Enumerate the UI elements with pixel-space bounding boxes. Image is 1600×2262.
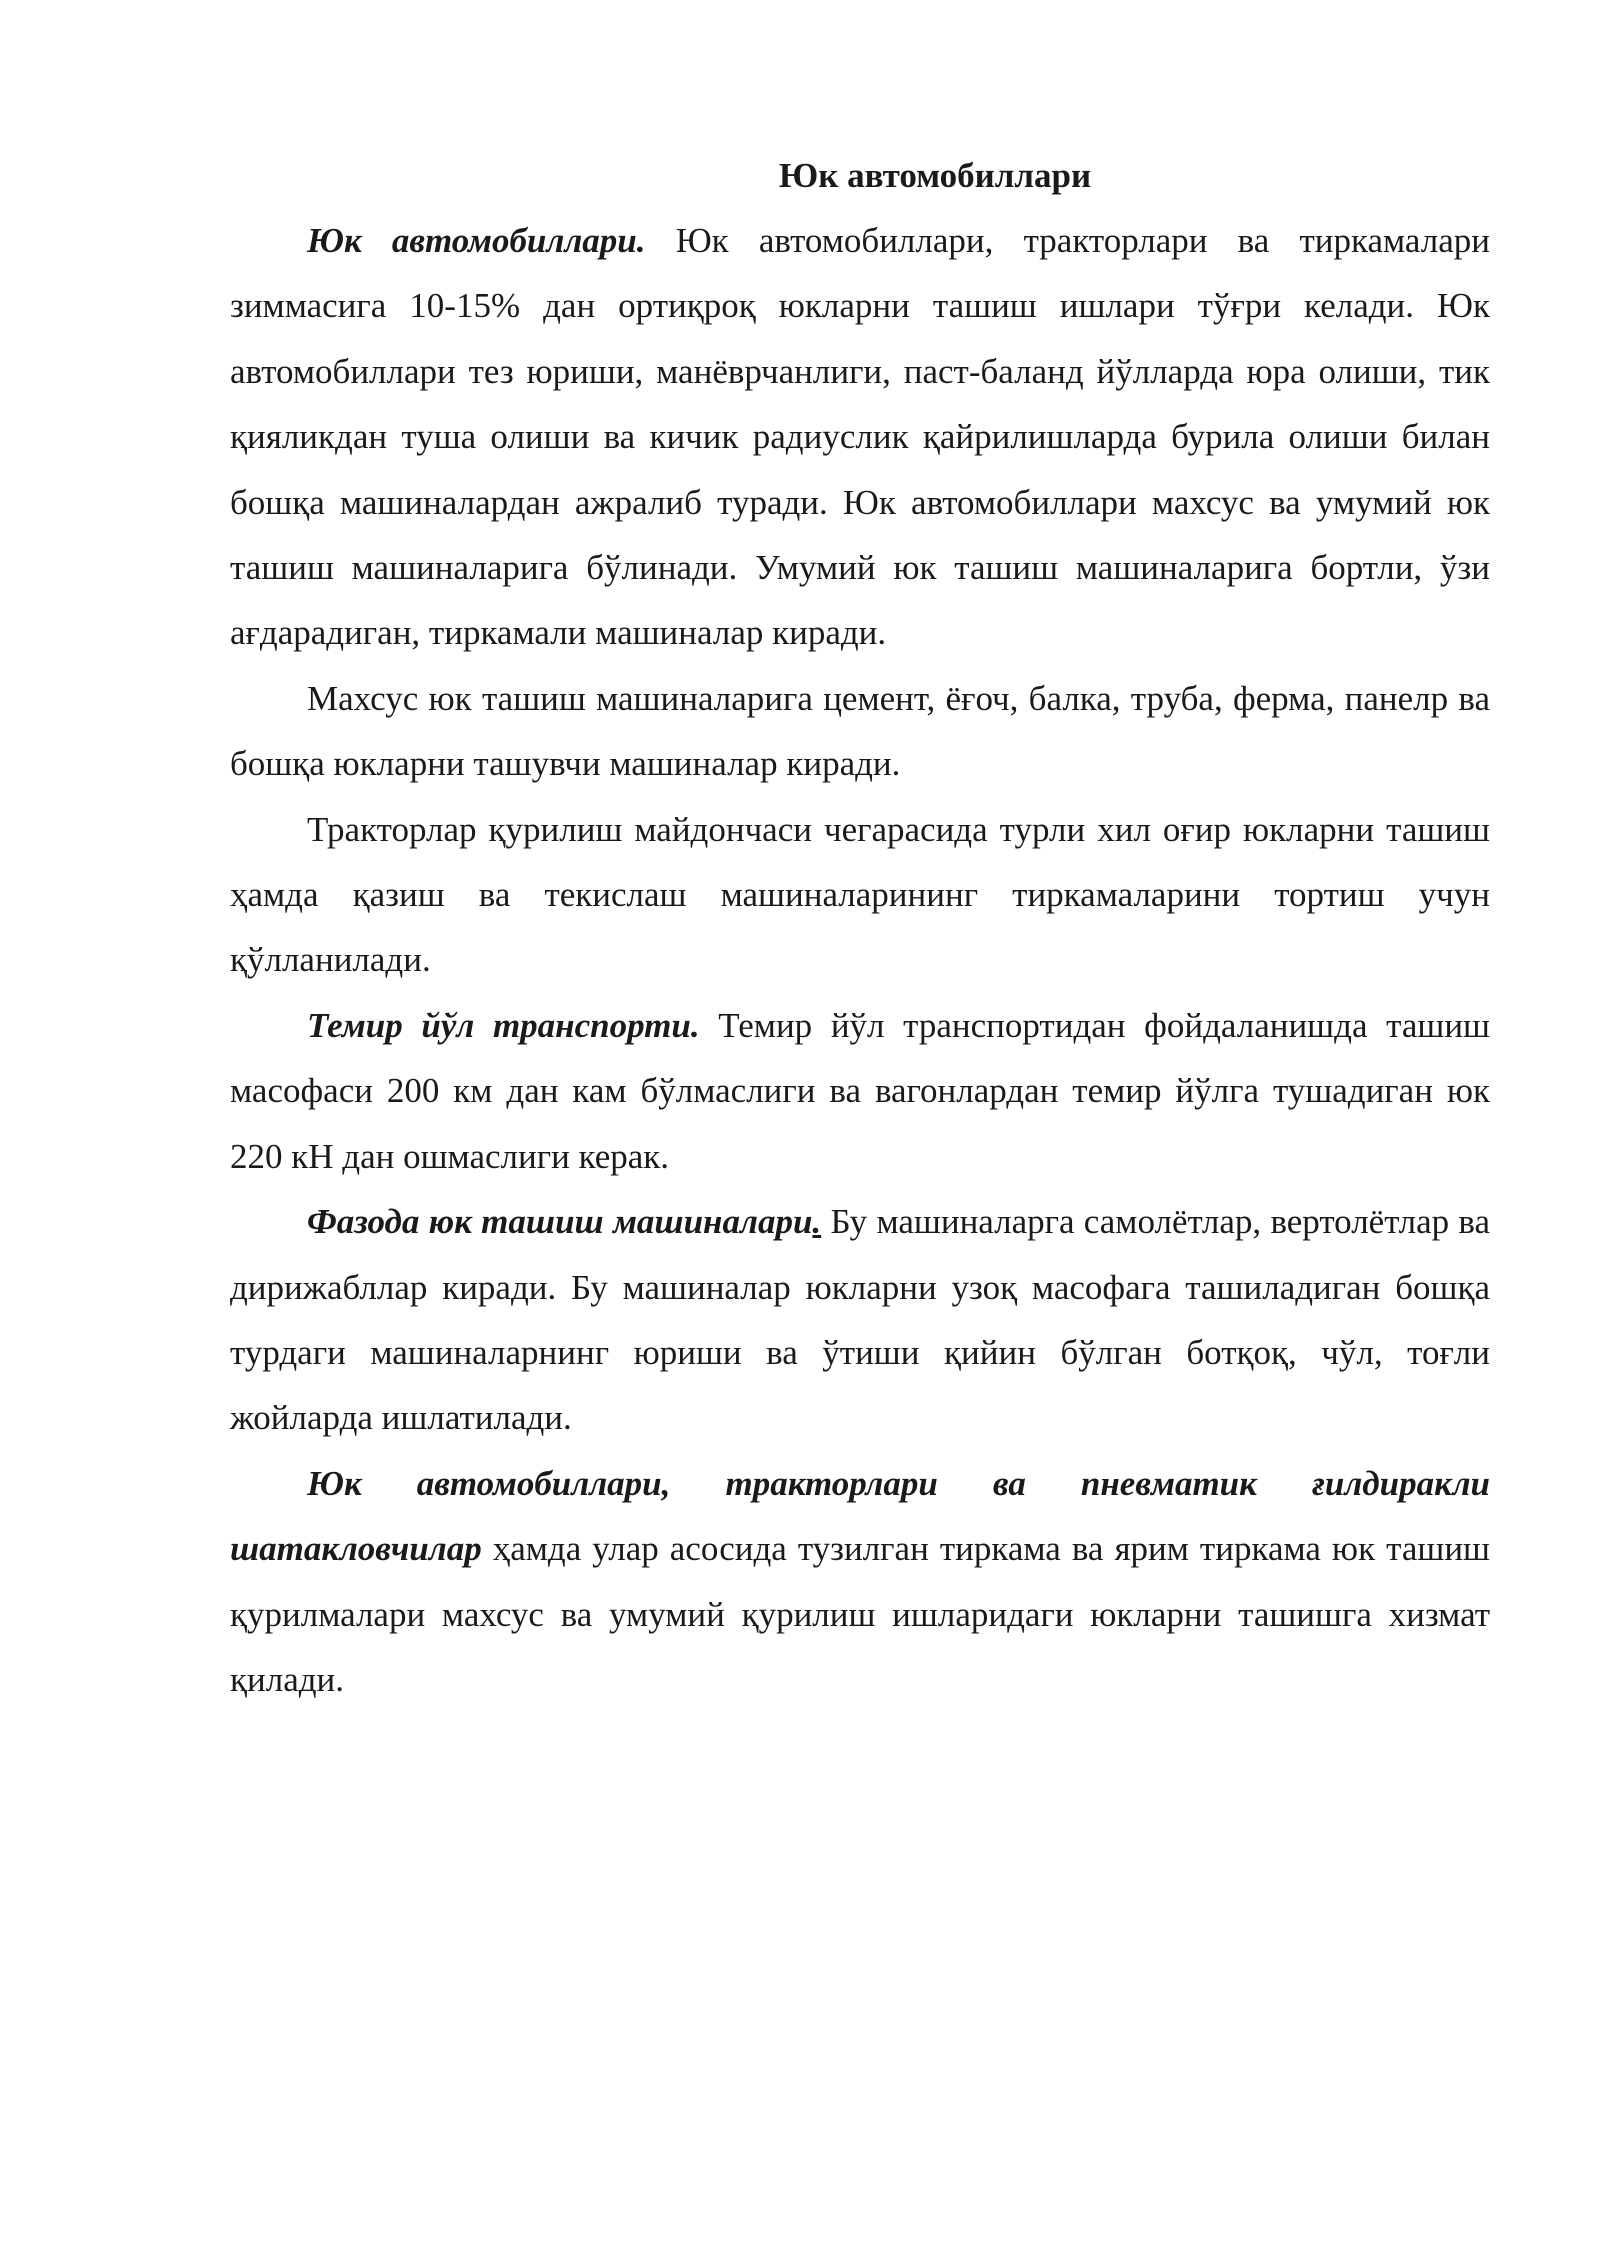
document-title: Юк автомобиллари: [778, 156, 1092, 195]
paragraph-lead: Юк автомобиллари, тракторлари ва пневматик ғилдиракли шатакловчилар: [230, 1463, 1490, 1569]
paragraph-tow-vehicles: [230, 1451, 1490, 1713]
paragraph-lead-suffix: .: [812, 1202, 822, 1242]
paragraph-tractors: [230, 797, 1490, 993]
paragraph-text: Юк автомобиллари, тракторлари ва тиркамалари зиммасига 10-15% дан ортиқроқ юкларни ташиш ишлари тўғри келади. Юк автомобиллари тез юриши, манёврчанлиги, паст-баланд йўлларда юра олиши, тик қияликдан туша олиши ва кичик радиуслик қайрилишларда бурила олиши билан бошқа машиналардан ажралиб туради. Юк автомобиллари махсус ва умумий юк ташиш машиналарига бўлинади. Умумий юк ташиш машиналарига бортли, ўзи ағдарадиган, тиркамали машиналар киради.: [230, 221, 1490, 653]
paragraph-lead: Фазода юк ташиш машиналари: [307, 1202, 813, 1242]
paragraph-lead: Юк автомобиллари.: [307, 221, 646, 260]
paragraph-text: Махсус юк ташиш машиналарига цемент, ёғоч, балка, труба, ферма, панелр ва бошқа юкларни ташувчи машиналар киради.: [230, 678, 1490, 784]
paragraph-text: Тракторлар қурилиш майдончаси чегарасида турли хил оғир юкларни ташиш ҳамда қазиш ва текислаш машиналарининг тиркамаларини тортиш учун қўлланилади.: [230, 809, 1490, 980]
document-body: [230, 208, 1490, 1712]
paragraph-text: Бу машиналарга самолётлар, вертолётлар ва дирижабллар киради. Бу машиналар юкларни узоқ масофага ташиладиган бошқа турдаги машиналарнинг юриши ва ўтиши қийин бўлган ботқоқ, чўл, тоғли жойларда ишлатилади.: [230, 1202, 1491, 1438]
paragraph-special-trucks: [230, 666, 1490, 797]
paragraph-lead: Темир йўл транспорти.: [307, 1005, 700, 1045]
paragraph-text: Темир йўл транспортидан фойдаланишда ташиш масофаси 200 км дан кам бўлмаслиги ва вагонлардан темир йўлга тушадиган юк 220 кН дан ошмаслиги керак.: [230, 1005, 1491, 1176]
paragraph-text: ҳамда улар асосида тузилган тиркама ва ярим тиркама юк ташиш қурилмалари махсус ва умумий қурилиш ишларидаги юкларни ташишга хизмат қилади.: [230, 1529, 1490, 1699]
paragraph-railway: [230, 993, 1490, 1189]
paragraph-trucks: [230, 208, 1490, 666]
paragraph-air-transport: [230, 1189, 1490, 1451]
